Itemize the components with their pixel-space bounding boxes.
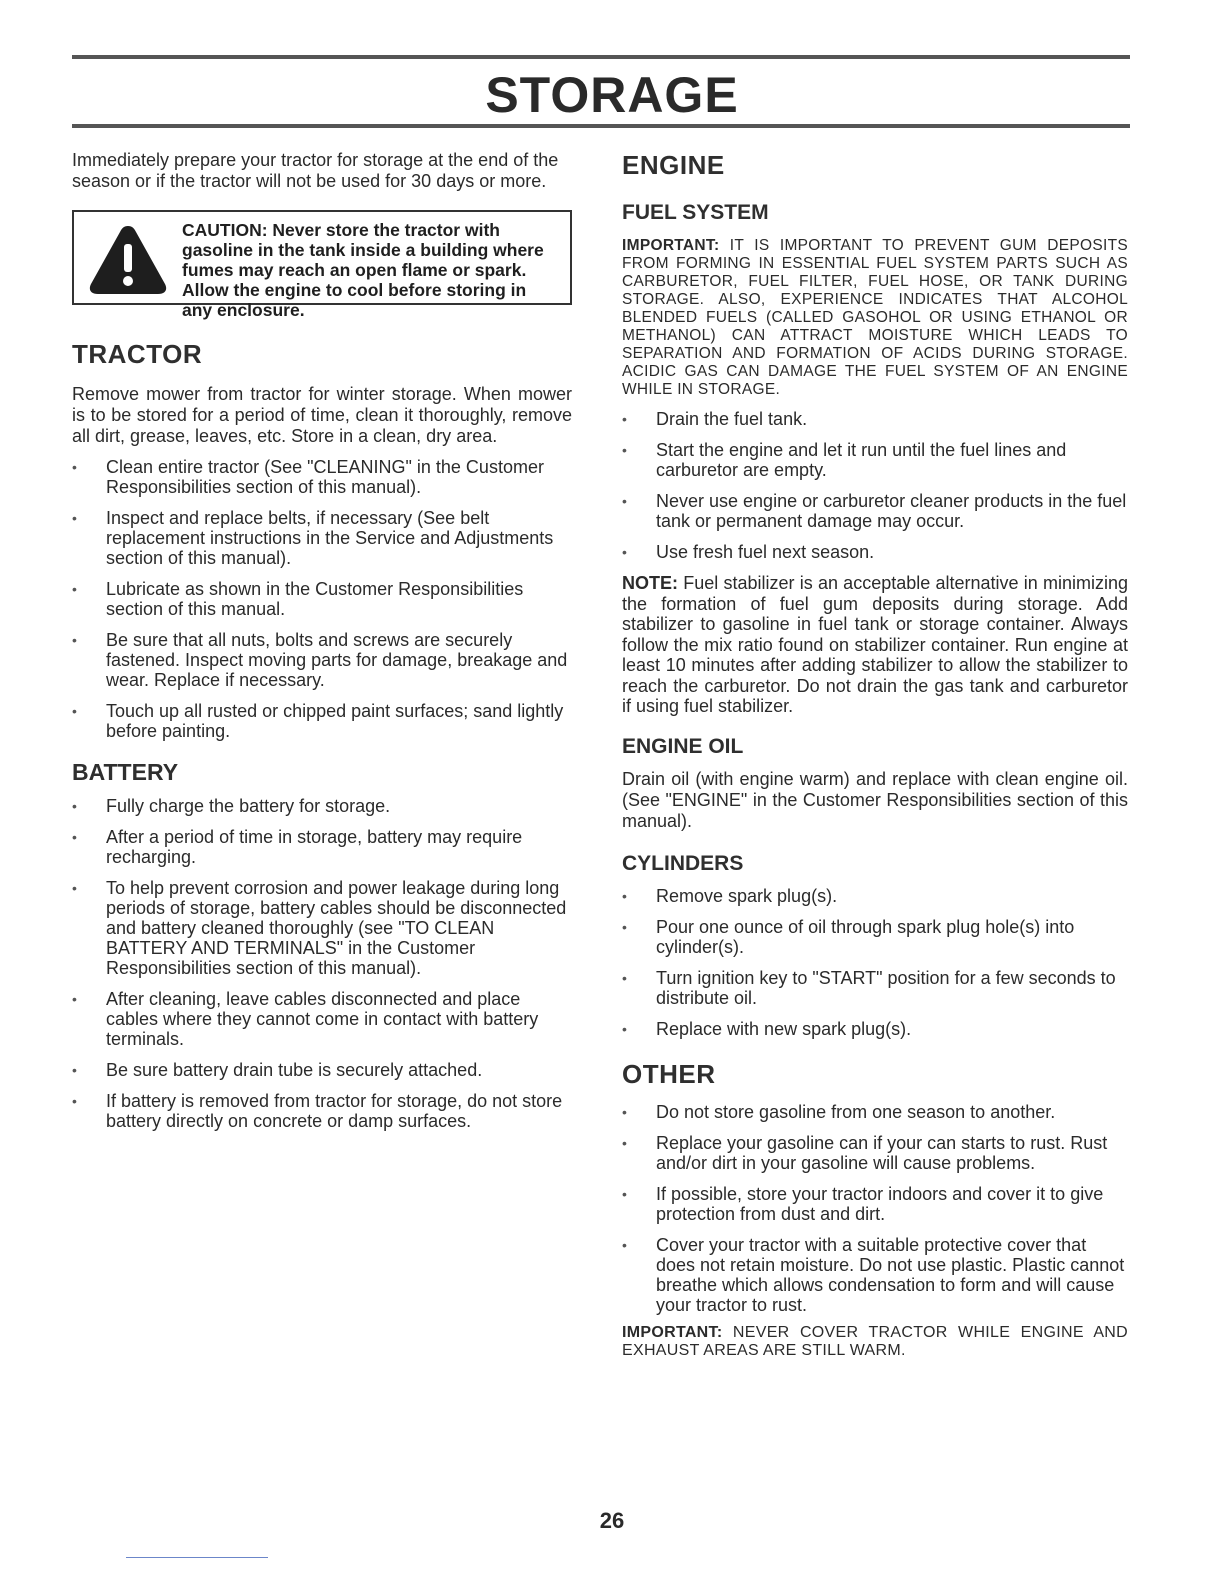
list-item: • Cover your tractor with a suitable protective cover that does not retain moisture. Do not use plastic. Plastic cannot breathe which allows condensation to form and will cause your tractor to rust. bbox=[622, 1235, 1128, 1315]
list-item: • After a period of time in storage, battery may require recharging. bbox=[72, 827, 572, 867]
list-item: • Fully charge the battery for storage. bbox=[72, 796, 572, 816]
page-title: STORAGE bbox=[485, 67, 739, 123]
footer-line bbox=[126, 1557, 268, 1558]
cylinders-list bbox=[622, 886, 1128, 1039]
right-column bbox=[622, 150, 1128, 1360]
fuel-system-heading: FUEL SYSTEM bbox=[622, 201, 769, 224]
list-item: • Inspect and replace belts, if necessary (See belt replacement instructions in the Service and Adjustments section of this manual). bbox=[72, 508, 572, 568]
fuel-list bbox=[622, 409, 1128, 562]
list-item: • Pour one ounce of oil through spark plug hole(s) into cylinder(s). bbox=[622, 917, 1128, 957]
list-item: • Use fresh fuel next season. bbox=[622, 542, 1128, 562]
list-item: • Replace with new spark plug(s). bbox=[622, 1019, 1128, 1039]
intro-paragraph: Immediately prepare your tractor for storage at the end of the season or if the tractor will not be used for 30 days or more. bbox=[72, 150, 559, 191]
note-paragraph bbox=[622, 573, 1128, 717]
engine-oil-paragraph: Drain oil (with engine warm) and replace with clean engine oil. (See "ENGINE" in the Customer Responsibilities section of this manual). bbox=[622, 768, 1128, 831]
battery-list bbox=[72, 796, 572, 1131]
title-rule-bottom bbox=[72, 124, 1130, 128]
list-item: • Touch up all rusted or chipped paint surfaces; sand lightly before painting. bbox=[72, 701, 572, 741]
other-heading: OTHER bbox=[622, 1058, 716, 1089]
list-item: • Do not store gasoline from one season to another. bbox=[622, 1102, 1128, 1122]
tractor-list bbox=[72, 457, 572, 741]
list-item: • Be sure that all nuts, bolts and screws are securely fastened. Inspect moving parts for damage, breakage and wear. Replace if necessary. bbox=[72, 630, 572, 690]
list-item: • Be sure battery drain tube is securely attached. bbox=[72, 1060, 572, 1080]
list-item: • Start the engine and let it run until the fuel lines and carburetor are empty. bbox=[622, 440, 1128, 480]
caution-text: CAUTION: Never store the tractor with gasoline in the tank inside a building where fumes may reach an open flame or spark. Allow the engine to cool before storing in any enclosure. bbox=[182, 220, 544, 320]
list-item: • Clean entire tractor (See "CLEANING" in the Customer Responsibilities section of this manual). bbox=[72, 457, 572, 497]
engine-oil-heading: ENGINE OIL bbox=[622, 734, 744, 758]
caution-box bbox=[72, 210, 572, 320]
list-item: • To help prevent corrosion and power leakage during long periods of storage, battery cables should be disconnected and battery cleaned thoroughly (see "TO CLEAN BATTERY AND TERMINALS" in the Customer Responsibilities section of this manual). bbox=[72, 878, 572, 978]
important-label: IMPORTANT: bbox=[622, 1323, 723, 1341]
list-item: • Drain the fuel tank. bbox=[622, 409, 1128, 429]
important-text: IT IS IMPORTANT TO PREVENT GUM DEPOSITS FROM FORMING IN ESSENTIAL FUEL SYSTEM PARTS SUCH AS CARBURETOR, FUEL FILTER, FUEL HOSE, OR TANK DURING STORAGE. ALSO, EXPERIENCE INDICATES THAT ALCOHOL BLENDED FUELS (CALLED GASOHOL OR USING ETHANOL OR METHANOL) CAN ATTRACT MOISTURE WHICH LEADS TO SEPARATION AND FORMATION OF ACIDS DURING STORAGE. ACIDIC GAS CAN DAMAGE THE FUEL SYSTEM OF AN ENGINE WHILE IN STORAGE. bbox=[622, 237, 1128, 398]
list-item: • If possible, store your tractor indoors and cover it to give protection from dust and dirt. bbox=[622, 1184, 1128, 1224]
note-text: Fuel stabilizer is an acceptable alternative in minimizing the formation of fuel gum deposits during storage. Add stabilizer to gasoline in fuel tank or storage container. Always follow the mix ratio found on stabilizer container. Run engine at least 10 minutes after adding stabilizer to allow the stabilizer to reach the carburetor. Do not drain the gas tank and carburetor if using fuel stabilizer. bbox=[622, 573, 1128, 716]
tractor-heading: TRACTOR bbox=[72, 339, 203, 369]
list-item: • After cleaning, leave cables disconnected and place cables where they cannot come in contact with battery terminals. bbox=[72, 989, 572, 1049]
important-label: IMPORTANT: bbox=[622, 237, 720, 254]
note-label: NOTE: bbox=[622, 573, 678, 593]
important-text: NEVER COVER TRACTOR WHILE ENGINE AND EXHAUST AREAS ARE STILL WARM. bbox=[622, 1323, 1129, 1359]
list-item: • Never use engine or carburetor cleaner products in the fuel tank or permanent damage may occur. bbox=[622, 491, 1128, 531]
warning-icon bbox=[88, 224, 168, 296]
title-rule-top bbox=[72, 55, 1130, 59]
engine-heading: ENGINE bbox=[622, 150, 725, 180]
list-item: • Turn ignition key to "START" position for a few seconds to distribute oil. bbox=[622, 968, 1128, 1008]
fuel-important-paragraph bbox=[622, 237, 1128, 399]
page-number: 26 bbox=[599, 1508, 625, 1533]
cylinders-heading: CYLINDERS bbox=[622, 851, 744, 875]
left-column bbox=[72, 150, 572, 1131]
list-item: • If battery is removed from tractor for storage, do not store battery directly on concrete or damp surfaces. bbox=[72, 1091, 572, 1131]
tractor-paragraph: Remove mower from tractor for winter storage. When mower is to be stored for a period of time, clean it thoroughly, remove all dirt, grease, leaves, etc. Store in a clean, dry area. bbox=[72, 384, 572, 446]
list-item: • Replace your gasoline can if your can starts to rust. Rust and/or dirt in your gasoline will cause problems. bbox=[622, 1133, 1128, 1173]
other-important-paragraph bbox=[622, 1324, 1128, 1360]
battery-heading: BATTERY bbox=[72, 759, 179, 785]
other-list bbox=[622, 1102, 1128, 1315]
list-item: • Remove spark plug(s). bbox=[622, 886, 1128, 906]
list-item: • Lubricate as shown in the Customer Responsibilities section of this manual. bbox=[72, 579, 572, 619]
